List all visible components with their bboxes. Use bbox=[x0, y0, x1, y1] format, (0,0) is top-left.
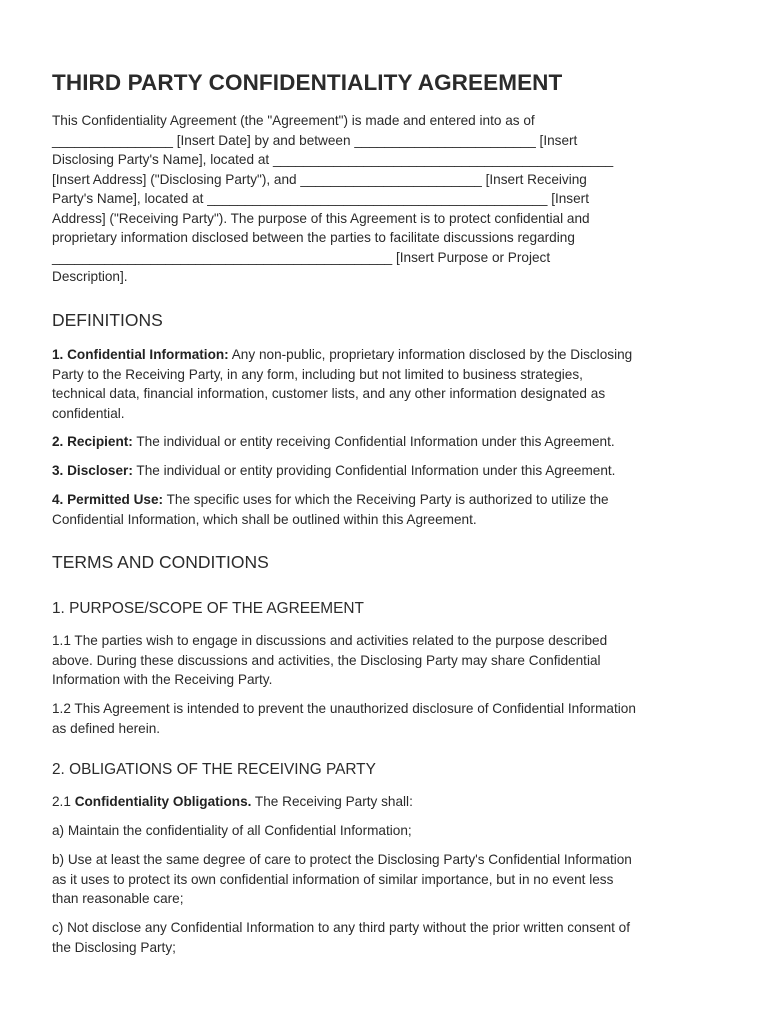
intro-line: Party's Name], located at _____________________________________________ [Insert bbox=[52, 191, 589, 206]
clause-text: The Receiving Party shall: bbox=[251, 794, 413, 809]
intro-line: Address] ("Receiving Party"). The purpose of this Agreement is to protect confidential and bbox=[52, 210, 590, 226]
intro-line: Description]. bbox=[52, 269, 128, 284]
paragraph-line: above. During these discussions and activities, the Disclosing Party may share Confidential bbox=[52, 652, 601, 668]
intro-line: This Confidentiality Agreement (the "Agreement") is made and entered into as of bbox=[52, 113, 535, 128]
definition-line bbox=[52, 345, 720, 365]
definition-line bbox=[52, 432, 720, 452]
terms-heading: TERMS AND CONDITIONS bbox=[52, 552, 269, 572]
definition-line bbox=[52, 490, 720, 510]
section2-item-c bbox=[52, 918, 720, 957]
definition-term: 2. Recipient: bbox=[52, 434, 133, 449]
section1-heading: 1. PURPOSE/SCOPE OF THE AGREEMENT bbox=[52, 600, 364, 617]
definition-recipient bbox=[52, 432, 720, 452]
definition-term: 1. Confidential Information: bbox=[52, 347, 229, 362]
definition-text: The individual or entity providing Confidential Information under this Agreement. bbox=[132, 463, 616, 478]
definition-term: 3. Discloser: bbox=[52, 463, 133, 478]
paragraph-line: as defined herein. bbox=[52, 720, 161, 736]
definition-permitted-use bbox=[52, 490, 720, 529]
definition-confidential-information bbox=[52, 345, 720, 423]
section1-paragraph-1-1 bbox=[52, 631, 720, 690]
paragraph-line: Information with the Receiving Party. bbox=[52, 672, 273, 687]
intro-line: _____________________________________________ [Insert Purpose or Project bbox=[52, 249, 551, 265]
definition-text: The specific uses for which the Receiving Party is authorized to utilize the bbox=[163, 492, 609, 507]
intro-paragraph bbox=[52, 111, 714, 287]
paragraph-line: b) Use at least the same degree of care to protect the Disclosing Party's Confidential Information bbox=[52, 852, 632, 867]
paragraph-line: as it uses to protect its own confidential information of similar importance, but in no event less bbox=[52, 871, 614, 887]
paragraph-line bbox=[52, 792, 720, 812]
definition-line: confidential. bbox=[52, 405, 125, 421]
intro-line: Disclosing Party's Name], located at _____________________________________________ bbox=[52, 152, 614, 167]
definition-line: Confidential Information, which shall be outlined within this Agreement. bbox=[52, 511, 477, 527]
definition-line: technical data, financial information, customer lists, and any other information designated as bbox=[52, 386, 606, 401]
definition-text: Any non-public, proprietary information disclosed by the Disclosing bbox=[228, 347, 633, 362]
definition-line: Party to the Receiving Party, in any form, including but not limited to business strategies, bbox=[52, 366, 583, 382]
document-title: THIRD PARTY CONFIDENTIALITY AGREEMENT bbox=[52, 70, 563, 95]
section2-item-a bbox=[52, 821, 720, 841]
clause-number: 2.1 bbox=[52, 794, 75, 809]
paragraph-line: 1.2 This Agreement is intended to prevent the unauthorized disclosure of Confidential Information bbox=[52, 701, 636, 716]
paragraph-line: the Disclosing Party; bbox=[52, 939, 176, 955]
definitions-heading: DEFINITIONS bbox=[52, 310, 163, 330]
clause-term: Confidentiality Obligations. bbox=[74, 794, 252, 809]
section2-item-b bbox=[52, 850, 720, 909]
paragraph-line: a) Maintain the confidentiality of all Confidential Information; bbox=[52, 823, 412, 838]
definition-discloser bbox=[52, 461, 720, 481]
intro-line: [Insert Address] ("Disclosing Party"), and ________________________ [Insert Receiving bbox=[52, 171, 587, 187]
paragraph-line: than reasonable care; bbox=[52, 891, 184, 906]
section2-paragraph-2-1 bbox=[52, 792, 720, 812]
section1-paragraph-1-2 bbox=[52, 699, 720, 738]
paragraph-line: c) Not disclose any Confidential Information to any third party without the prior written consent of bbox=[52, 920, 631, 935]
definition-text: The individual or entity receiving Confidential Information under this Agreement. bbox=[132, 434, 615, 449]
definition-line bbox=[52, 461, 720, 481]
paragraph-line: 1.1 The parties wish to engage in discussions and activities related to the purpose described bbox=[52, 633, 608, 648]
definition-term: 4. Permitted Use: bbox=[52, 492, 164, 507]
section2-heading: 2. OBLIGATIONS OF THE RECEIVING PARTY bbox=[52, 761, 376, 778]
intro-line: proprietary information disclosed between the parties to facilitate discussions regarding bbox=[52, 230, 575, 245]
intro-line: ________________ [Insert Date] by and between ________________________ [Insert bbox=[52, 132, 578, 148]
